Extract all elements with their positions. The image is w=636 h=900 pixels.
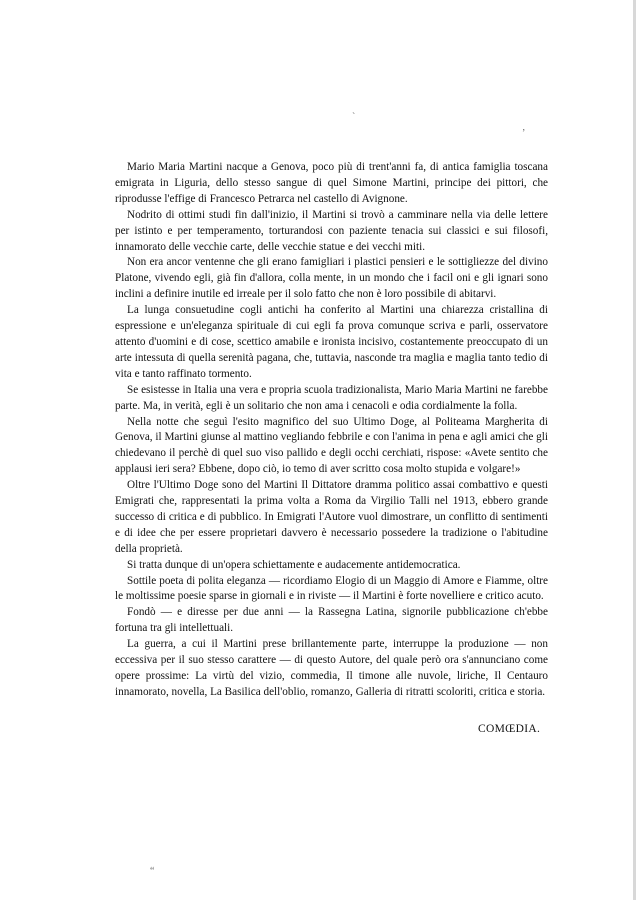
scan-mark: `	[352, 112, 356, 123]
paragraph: Se esistesse in Italia una vera e propria scuola tradizionalista, Mario Maria Martini ne farebbe parte. Ma, in verità, egli è un solitario che non ama i cenacoli e odia cordialmente la folla.	[115, 383, 548, 412]
paragraph: Mario Maria Martini nacque a Genova, poco più di trent'anni fa, di antica famiglia toscana emigrata in Liguria, dello stesso sangue di quel Simone Martini, principe dei pittori, che riprodusse l'effige di Francesco Petrarca nel castello di Avignone.	[115, 161, 548, 205]
scan-mark: ’	[522, 128, 526, 139]
paragraph: Nella notte che seguì l'esito magnifico del suo Ultimo Doge, al Politeama Margherita di Genova, il Martini giunse al mattino vegliando febbrile e con l'anima in pena e agli amici che gli chiedevano il perchè di quel suo viso pallido e degli occhi cerchiati, rispose: «Avete sentito che applausi ieri sera? Ebbene, dopo ciò, io temo di aver scritto cosa molto stupida e volgare!»	[115, 415, 548, 476]
paragraph: La guerra, a cui il Martini prese brillantemente parte, interruppe la produzione — non eccessiva per il suo stesso carattere — di questo Autore, del quale però ora s'annunciano come opere prossime: La virtù del vizio, commedia, Il timone alle nuvole, liriche, Il Centauro innamorato, novella, La Basilica dell'oblio, romanzo, Galleria di ritratti scoloriti, critica e storia.	[115, 638, 548, 698]
paragraph: Fondò — e diresse per due anni — la Rassegna Latina, signorile pubblicazione ch'ebbe fortuna tra gli intellettuali.	[115, 606, 548, 635]
paragraph: Nodrito di ottimi studi fin dall'inizio, il Martini si trovò a camminare nella via delle lettere per istinto e per temperamento, torturandosi con paziente tenacia sui classici e sui filosofi, innamorato delle vecchie carte, delle vecchie statue e dei vecchi miti.	[115, 208, 548, 253]
paragraph: Non era ancor ventenne che gli erano famigliari i plastici pensieri e le sottigliezze del divino Platone, vivendo egli, già fin d'allora, colla mente, in un mondo che i facil oni e gli ignari sono inclini a definire inutile ed irreale per il solo fatto che non è loro possibile di abitarvi.	[115, 256, 548, 301]
scan-mark: “	[150, 866, 155, 877]
signature: COMŒDIA.	[478, 723, 541, 735]
article-body	[115, 160, 548, 701]
paragraph: Oltre l'Ultimo Doge sono del Martini Il Dittatore dramma politico assai combattivo e questi Emigrati che, rappresentati la prima volta a Roma da Virgilio Talli nel 1913, ebbero grande successo di critica e di pubblico. In Emigrati l'Autore vuol dimostrare, un conflitto di sentimenti e di idee che per essere proprietari davvero è necessario possedere la tradizione o l'abitudine della proprietà.	[115, 479, 548, 555]
paragraph: Si tratta dunque di un'opera schiettamente e audacemente antidemocratica.	[127, 558, 461, 571]
paragraph: La lunga consuetudine cogli antichi ha conferito al Martini una chiarezza cristallina di espressione e un'eleganza spirituale di cui egli fa prova comunque scriva e parli, osservatore attento d'uomini e di cose, scettico amabile e ironista incisivo, costantemente preoccupato di un arte intessuta di quella serenità pagana, che, tuttavia, nasconde tra maglia e maglia tanto tedio di vita e tanto raffinato tormento.	[115, 304, 548, 380]
paragraph: Sottile poeta di polita eleganza — ricordiamo Elogio di un Maggio di Amore e Fiamme, oltre le moltissime poesie sparse in giornali e in riviste — il Martini è forte novelliere e critico acuto.	[115, 574, 548, 603]
